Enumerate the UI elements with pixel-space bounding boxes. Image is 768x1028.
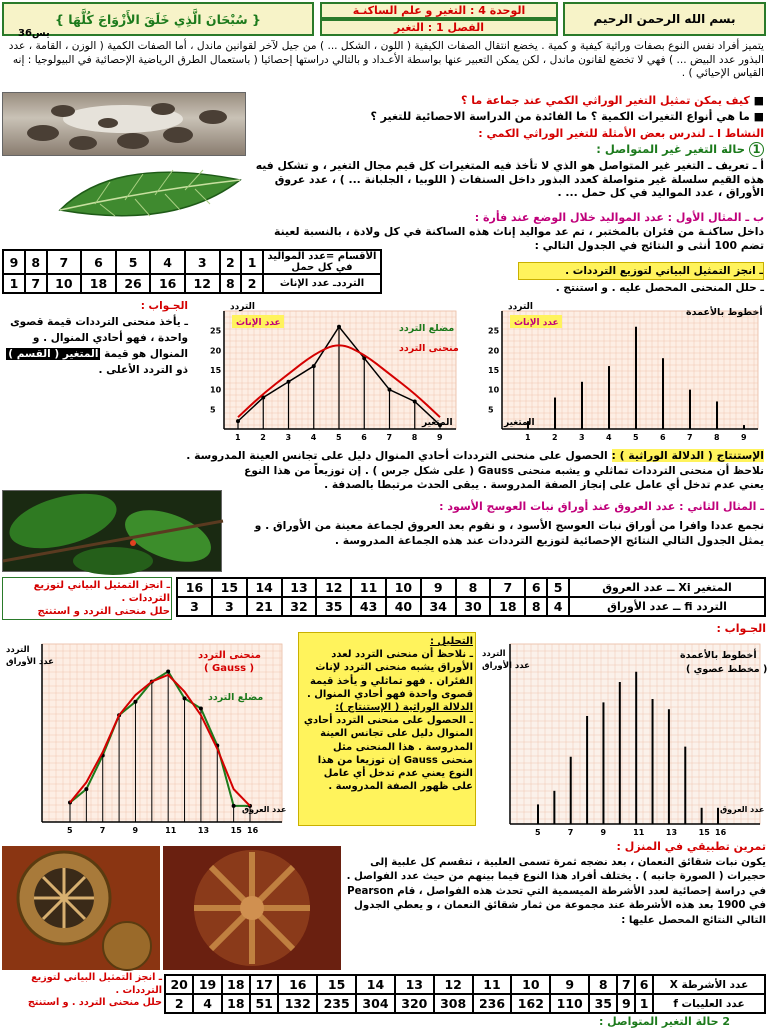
- table-1-row-freqs: [3, 274, 381, 293]
- table-1-row-classes: [3, 250, 381, 274]
- rats-illustration: [3, 93, 247, 157]
- table-3-cell: 12: [434, 975, 473, 994]
- case1-number: 1: [749, 142, 764, 157]
- task-3-2: حلل منحنى التردد . و استنتج: [27, 997, 162, 1008]
- y-axis-label: التردد: [230, 302, 255, 312]
- table-2-cell: 6: [525, 578, 547, 597]
- y-tick-label: 15: [488, 366, 500, 375]
- table-3-row2-label: عدد العليبات f: [653, 994, 765, 1013]
- answer-1-var: المتغير ( القسم ): [8, 348, 99, 360]
- table-3-row-classes: [165, 975, 765, 994]
- table-1-cell: 10: [47, 274, 82, 293]
- table-2-cell: 43: [351, 597, 386, 616]
- table-2-cell: 7: [490, 578, 525, 597]
- verse-ref: يس36: [18, 28, 50, 39]
- table-2-cell: 4: [547, 597, 569, 616]
- conclusion-1-title: الإستنتاج ( الدلالة الوراثية ) :: [611, 449, 764, 462]
- exercise-text: يكون نبات شقائق النعمان ، بعد نضجه ثمرة تسمى العلبية ، تنقسم كل علبية إلى حجيرات ( الصورة جانبه ) . يختلف أفراد هذا النوع فيما بينهم من حيث عدد الفواصل . في دراسة إحصائية لعدد الأشرطة الميسمية التي تحدث هذه الفواصل ، قام Pearson في 1900 بعد هذه الأشرطة عند مجموعة من ثمار شقائق النعمان ، و يعطي الجدول التالي النتائج المحصل عليها :: [346, 857, 766, 926]
- table-2-cell: 18: [490, 597, 525, 616]
- x-tick-label: 9: [132, 826, 139, 835]
- table-3-cell: 13: [395, 975, 434, 994]
- y-tick-label: 10: [210, 385, 222, 395]
- table-3-cell: 15: [317, 975, 356, 994]
- case2-number: 2: [722, 1015, 730, 1028]
- table-2-cell: 34: [421, 597, 456, 616]
- table-3-cell: 236: [473, 994, 512, 1013]
- table-2-cell: 15: [212, 578, 247, 597]
- table-1-cell: 2: [220, 250, 242, 274]
- table-1: [2, 249, 382, 294]
- question-1: ■ كيف يمكن تمثيل التغير الوراثي الكمي عند جماعة ما ؟: [461, 94, 764, 107]
- poppy-capsule-illustration: [2, 846, 160, 970]
- x-tick-label: 3: [579, 433, 585, 442]
- x-axis-label: عدد العروق: [242, 805, 287, 814]
- example2-text: نجمع عددا وافرا من أوراق نبات العوسج الأسود ، و نقوم بعد العروق لجماعة معينة من الأوراق . و يمثل الجدول التالي النتائج الإحصائية لتوزيع الترددات عند هذه الجماعة المدروسة .: [254, 519, 764, 547]
- table-3-row1-label: عدد الأشرطة X: [653, 975, 765, 994]
- data-point: [388, 388, 392, 392]
- data-point: [232, 804, 236, 808]
- table-3-row-freqs: [165, 994, 765, 1013]
- y-tick-label: 10: [488, 385, 500, 395]
- x-tick-label: 6: [660, 433, 666, 442]
- table-2-cell: 32: [282, 597, 317, 616]
- answer-1: [2, 298, 188, 378]
- curve-label: منحنى التردد: [198, 650, 261, 661]
- table-2-cell: 3: [212, 597, 247, 616]
- case1-label: حالة التغير غير المتواصل :: [596, 142, 745, 156]
- table-2-cell: 8: [525, 597, 547, 616]
- y-tick-label: 20: [210, 346, 222, 356]
- exercise-title: تمرين تطبيقي في المنزل :: [616, 840, 766, 853]
- table-1-cell: 4: [150, 250, 185, 274]
- x-tick-label: 11: [165, 826, 177, 835]
- x-tick-label: 9: [741, 433, 747, 442]
- leaf-photo: [55, 160, 245, 222]
- data-point: [413, 399, 417, 403]
- x-axis-label: المتغير: [422, 418, 453, 428]
- table-3-cell: 6: [635, 975, 653, 994]
- x-tick-label: 2: [552, 433, 558, 442]
- curve-sublabel: ( Gauss ): [204, 663, 255, 674]
- intro-paragraph: يتميز أفراد نفس النوع بصفات وراثية كيفية و كمية . يخضع انتقال الصفات الكيفية ( اللون ، الشكل ... ) من جيل لآخر لقوانين ماندل ، أما الصفات الكمية ( الوزن ، القامة ، عدد البذور عدد البيض ... ) فهي لا تخضع لقانون ماندل ، لكن يمكن التعبير عنها بواسطة الأعـداد و بالتالي دراستها إحصائيا ( باستعمال الطرق الرياضية الإحصائية في البيولوجيا : إنه القياس الإحيائي ) .: [8, 40, 764, 80]
- case2-label: حالة التغير المتواصل :: [598, 1015, 719, 1028]
- x-tick-label: 7: [386, 433, 393, 442]
- table-3-cell: 11: [473, 975, 512, 994]
- table-1-cell: 7: [47, 250, 82, 274]
- table-3-cell: 35: [589, 994, 617, 1013]
- table-3-cell: 235: [317, 994, 356, 1013]
- case1-title: [250, 142, 764, 157]
- table-1-cell: 2: [241, 274, 263, 293]
- chart-1-line: [196, 297, 464, 445]
- table-2-cell: 35: [316, 597, 351, 616]
- y-tick-label: 25: [488, 326, 500, 336]
- intro-text: [4, 40, 764, 81]
- answer-2-title: الجـواب :: [716, 622, 766, 635]
- polygon-label: مضلع التردد: [208, 692, 264, 703]
- chapter-title: الفصل 1 : التغير: [394, 21, 484, 34]
- table-3-cell: 320: [395, 994, 434, 1013]
- x-tick-label: 9: [437, 433, 443, 442]
- data-point: [133, 700, 137, 704]
- answer-2: [298, 632, 476, 826]
- y-axis-label: التردد: [508, 302, 533, 312]
- chapter-box: [320, 19, 558, 36]
- y-axis-sublabel: عدد الإناث: [236, 318, 281, 328]
- definition-text: أ ـ تعريف ـ التغير غير المتواصل هو الذي لا تأخذ فيه المتغيرات كل قيم مجال التغير ، و تشكل فيه هذه القيم سلسلة غير متواصلة كعدد البذور داخل السنفات ( اللوبيا ، الجلبانة ... ) ، عدد عروق الأوراق ، عدد المواليد في كل حمل ... .: [255, 159, 764, 200]
- unit-title: الوحدة 4 : التغير و علم الساكنـة: [352, 4, 526, 17]
- table-3-cell: 19: [193, 975, 221, 994]
- tasks-1: [518, 262, 764, 296]
- task-1-2: ـ حلل المنحنى المحصل عليه . و استنتج .: [555, 282, 764, 294]
- table-2-row-classes: [177, 578, 765, 597]
- analysis-text: ـ نلاحظ أن منحنى التردد لعدد الأوراق يشبه منحنى التردد لإناث الفئران . فهو تماثلي و يأخذ قيمة قصوى واحدة فهو أحادي المنوال .: [306, 649, 473, 700]
- table-3-cell: 51: [250, 994, 278, 1013]
- table-1-cell: 26: [116, 274, 151, 293]
- table-1-cell: 6: [81, 250, 116, 274]
- bismillah: بسم الله الرحمن الرحيم: [593, 12, 736, 26]
- answer-1-text2: ذو التردد الأعلى .: [98, 364, 188, 376]
- poppy-photo-2: [163, 846, 341, 970]
- x-tick-label: 5: [336, 433, 342, 442]
- data-point: [183, 696, 187, 700]
- task-3-1: ـ انجز التمثيل البياني لتوزيع الترددات .: [31, 972, 162, 996]
- polygon-label: مضلع التردد: [399, 323, 455, 334]
- chart-1-bar: [478, 297, 766, 445]
- table-3-cell: 17: [250, 975, 278, 994]
- data-point: [166, 670, 170, 674]
- x-tick-label: 7: [99, 826, 106, 835]
- table-1-cell: 3: [185, 250, 220, 274]
- table-3-cell: 1: [635, 994, 653, 1013]
- table-3-cell: 8: [589, 975, 617, 994]
- table-3-cell: 2: [165, 994, 193, 1013]
- x-tick-label: 7: [567, 828, 574, 837]
- table-2-cell: 10: [386, 578, 421, 597]
- chart-subtitle: ( مخطط عصوي ): [686, 664, 768, 675]
- x-tick-label: 7: [687, 433, 693, 442]
- table-3-cell: 308: [434, 994, 473, 1013]
- poppy-section-illustration: [163, 846, 341, 970]
- chart-title: أخطوط بالأعمدة: [686, 307, 763, 318]
- table-2-cell: 13: [282, 578, 317, 597]
- x-tick-label: 4: [310, 433, 317, 442]
- table-3-cell: 304: [356, 994, 395, 1013]
- example1-title: ب ـ المثال الأول : عدد المواليد خلال الوضع عند فأرة :: [474, 211, 764, 224]
- table-1-cell: 1: [3, 274, 25, 293]
- table-1-row1-label: الأقسام =عدد المواليد في كل حمل: [263, 250, 381, 274]
- y-tick-label: 20: [488, 346, 500, 356]
- table-1-cell: 5: [116, 250, 151, 274]
- table-2-cell: 16: [177, 578, 212, 597]
- task-1-1: ـ انجز التمثيل البياني لتوزيع الترددات .: [518, 262, 764, 280]
- table-3-cell: 9: [550, 975, 589, 994]
- x-tick-label: 2: [260, 433, 266, 442]
- y-axis-sublabel: عدد الأوراق: [6, 657, 54, 667]
- x-tick-label: 8: [411, 433, 418, 442]
- x-tick-label: 6: [361, 433, 367, 442]
- y-axis-sublabel: عدد الأوراق: [482, 661, 530, 671]
- x-tick-label: 5: [535, 828, 541, 837]
- plot-background: [502, 311, 758, 429]
- leaf-illustration: [55, 160, 245, 222]
- y-tick-label: 5: [210, 405, 216, 415]
- y-axis-sublabel: عدد الإناث: [514, 318, 559, 328]
- data-point: [199, 706, 203, 710]
- task-2-2: حلل منحنى التردد و استنتج: [37, 606, 170, 617]
- curve-label: منحنى التردد: [399, 343, 459, 354]
- x-tick-label: 11: [633, 828, 645, 837]
- unit-box: [320, 2, 558, 19]
- conclusion-1: [2, 448, 764, 463]
- table-2-cell: 11: [351, 578, 386, 597]
- chart-2-bar: [480, 636, 766, 840]
- x-tick-label: 3: [285, 433, 292, 442]
- table-1-cell: 12: [185, 274, 220, 293]
- table-1-cell: 18: [81, 274, 116, 293]
- data-point: [337, 325, 341, 329]
- table-3: [164, 974, 766, 1014]
- table-1-cell: 16: [150, 274, 185, 293]
- x-tick-label: 13: [665, 828, 678, 837]
- table-2-cell: 9: [421, 578, 456, 597]
- table-3-cell: 9: [617, 994, 635, 1013]
- table-3-cell: 10: [511, 975, 550, 994]
- x-tick-label: 15: [230, 826, 242, 835]
- data-point: [287, 380, 291, 384]
- table-1-cell: 7: [25, 274, 47, 293]
- y-axis-label: التردد: [6, 645, 30, 655]
- table-3-cell: 18: [222, 975, 250, 994]
- x-tick-label: 16: [715, 828, 727, 837]
- activity-title: النشاط I ـ لندرس بعض الأمثلة للتغير الوراثي الكمي :: [478, 127, 764, 140]
- genetic-text: ـ الحصول على منحنى التردد أحادي المنوال دليل على تجانس العينة المدروسة . هذا المنحنى مثل منحنى Gauss إن توزيعا من هذا النوع يعني عدم تدخل أي عامل على ظهور الصفة المدروسة .: [303, 715, 473, 793]
- table-3-cell: 132: [278, 994, 317, 1013]
- x-tick-label: 4: [606, 433, 612, 442]
- data-point: [84, 787, 88, 791]
- table-2-cell: 3: [177, 597, 212, 616]
- table-3-cell: 7: [617, 975, 635, 994]
- table-3-cell: 162: [511, 994, 550, 1013]
- conclusion-1-text2: نلاحظ أن منحنى الترددات تماثلي و يشبه منحنى Gauss ( على شكل جرس ) . إن توزيعاً من هذا النوع يعني عدم تدخل أي عامل على إنجاز الصفة المدروسة . يبقى الحدث مرتبطا بالصدفة .: [244, 465, 764, 491]
- plant-photo: [2, 490, 222, 572]
- x-tick-label: 5: [67, 826, 73, 835]
- x-axis-label: المتغير: [504, 418, 535, 428]
- table-2-cell: 21: [247, 597, 282, 616]
- x-tick-label: 9: [600, 828, 607, 837]
- chart-2-line: [2, 628, 292, 840]
- table-2-cell: 12: [316, 578, 351, 597]
- genetic-title: الدلالة الوراثية ( الإستنتاج ):: [335, 702, 473, 714]
- table-2-row-freqs: [177, 597, 765, 616]
- table-3-cell: 16: [278, 975, 317, 994]
- example1-text: داخل ساكنـة من فئران بالمختبر ، تم عد مواليد إناث هذه الساكنة في كل ولادة ، بالنسبة لعينة تضم 100 أنثى و النتائج في الجدول التالي :: [274, 225, 764, 252]
- x-tick-label: 1: [235, 433, 241, 442]
- table-3-cell: 110: [550, 994, 589, 1013]
- case2-title: [300, 1015, 730, 1028]
- x-tick-label: 1: [525, 433, 531, 442]
- plant-illustration: [3, 491, 223, 573]
- answer-1-text1: ـ يأخذ منحنى الترددات قيمة قصوى واحدة ، فهو أحادي المنوال . و المنوال هو قيمة: [10, 316, 188, 360]
- rats-photo: [2, 92, 246, 156]
- table-1-cell: 9: [3, 250, 25, 274]
- y-tick-label: 25: [210, 326, 222, 336]
- task-2-1: ـ انجز التمثيل البياني لتوزيع الترددات .: [33, 580, 170, 604]
- table-1-row2-label: الترددـ عدد الإناث: [263, 274, 381, 293]
- data-point: [312, 364, 316, 368]
- question-2: ■ ما هي أنواع التغيرات الكمية ؟ ما الفائدة من الدراسة الاحصائية للتغير ؟: [370, 110, 764, 123]
- x-tick-label: 16: [247, 826, 259, 835]
- table-1-cell: 8: [25, 250, 47, 274]
- table-2-cell: 30: [456, 597, 491, 616]
- definition: [248, 159, 764, 200]
- y-axis-label: التردد: [482, 649, 506, 659]
- x-tick-label: 8: [714, 433, 720, 442]
- table-1-cell: 8: [220, 274, 242, 293]
- table-3-cell: 14: [356, 975, 395, 994]
- answer-1-title: الجـواب :: [140, 300, 188, 312]
- example2-title: ـ المثال الثاني : عدد العروق عند أوراق نبات العوسج الأسود :: [439, 500, 764, 513]
- table-2-row1-label: المتغير Xi ــ عدد العروق: [569, 578, 765, 597]
- conclusion-1-text1: الحصول على منحنى الترددات أحادي المنوال دليل على تجانس العينة المدروسة .: [186, 449, 608, 462]
- table-2-cell: 14: [247, 578, 282, 597]
- verse-text: { سُبْحَانَ الَّذِي خَلَقَ الأَزْوَاجَ كُلَّهَا }: [55, 11, 261, 27]
- table-1-cell: 1: [241, 250, 263, 274]
- table-2-cell: 40: [386, 597, 421, 616]
- table-2-row2-label: التردد fi ــ عدد الأوراق: [569, 597, 765, 616]
- x-axis-label: عدد العروق: [720, 805, 765, 814]
- y-tick-label: 5: [488, 405, 494, 415]
- tasks-3: [2, 972, 162, 1010]
- bismillah-box: [563, 2, 766, 36]
- table-3-cell: 18: [222, 994, 250, 1013]
- table-2-cell: 8: [456, 578, 491, 597]
- table-2: [176, 577, 766, 617]
- table-3-cell: 4: [193, 994, 221, 1013]
- x-tick-label: 13: [197, 826, 210, 835]
- x-tick-label: 5: [633, 433, 639, 442]
- table-2-cell: 5: [547, 578, 569, 597]
- tasks-2: [2, 577, 172, 620]
- analysis-title: التحليل :: [429, 636, 473, 647]
- y-tick-label: 15: [210, 366, 222, 375]
- table-3-cell: 20: [165, 975, 193, 994]
- x-tick-label: 15: [698, 828, 710, 837]
- chart-title: أخطوط بالأعمدة: [680, 650, 757, 661]
- data-point: [236, 419, 240, 423]
- poppy-photo-1: [2, 846, 160, 970]
